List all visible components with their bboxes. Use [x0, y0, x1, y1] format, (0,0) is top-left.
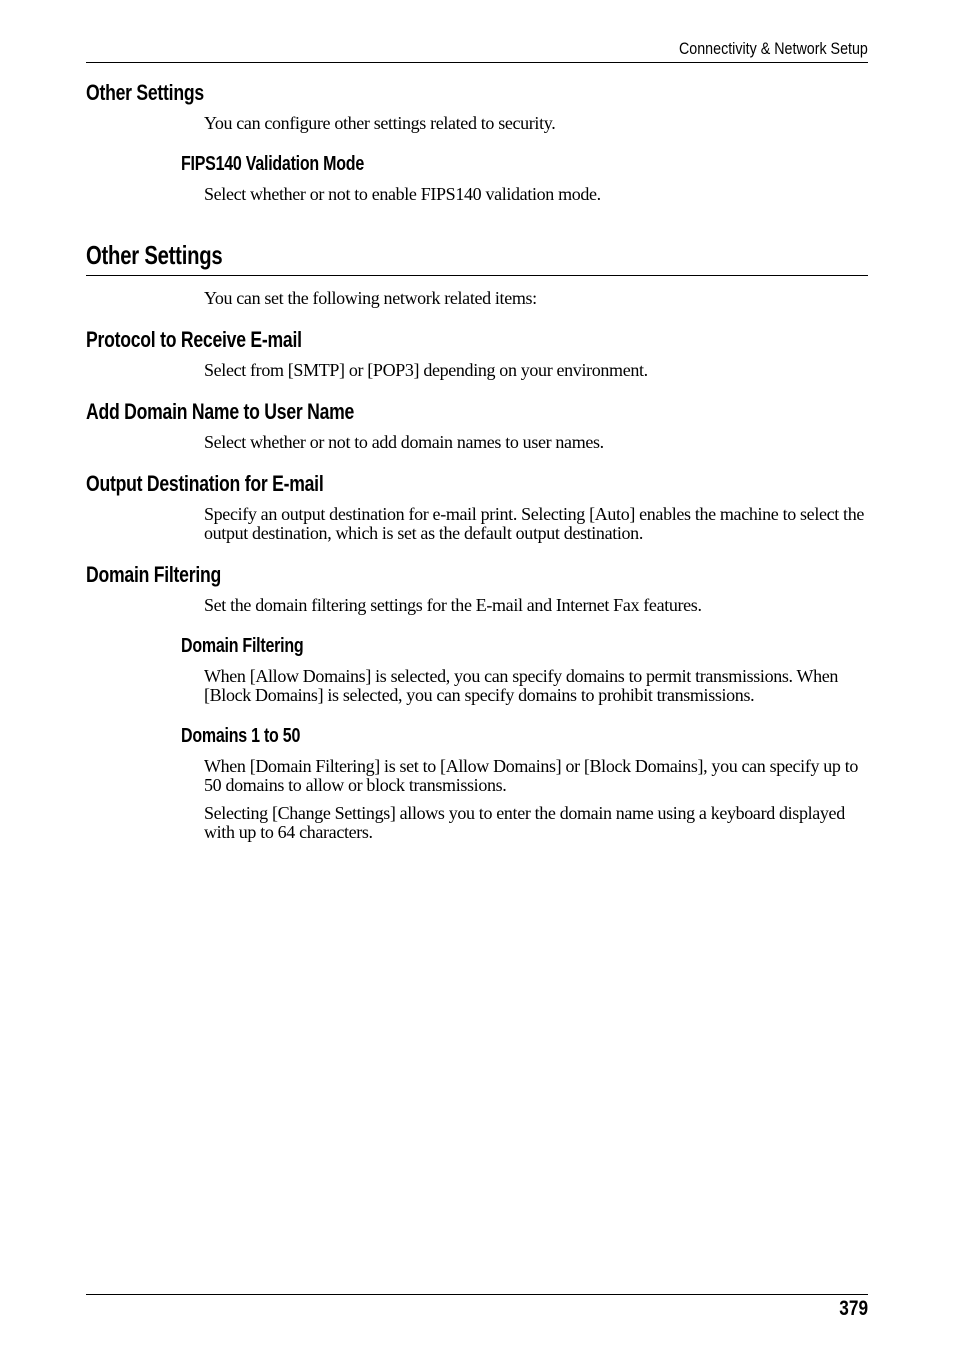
- heading-fips140-validation-mode: [181, 152, 868, 176]
- heading-output-destination-for-email: [86, 471, 868, 497]
- paragraph-security-intro: You can configure other settings related to security.: [204, 113, 556, 133]
- heading-text: Output Destination for E-mail: [86, 471, 324, 496]
- paragraph-domain-filtering: Set the domain filtering settings for the E-mail and Internet Fax features.: [204, 595, 702, 615]
- heading-text: Other Settings: [86, 240, 223, 270]
- page-content: [86, 61, 868, 842]
- paragraph-add-domain-name: Select whether or not to add domain names to user names.: [204, 432, 604, 452]
- heading-text: FIPS140 Validation Mode: [181, 153, 364, 175]
- heading-other-settings-security: [86, 80, 868, 106]
- heading-text: Other Settings: [86, 80, 204, 105]
- running-header-title: Connectivity & Network Setup: [679, 39, 868, 58]
- paragraph-fips140: Select whether or not to enable FIPS140 validation mode.: [204, 184, 601, 204]
- section-heading-other-settings: [86, 240, 868, 276]
- heading-domain-filtering: [86, 562, 868, 588]
- paragraph-section-intro: You can set the following network related items:: [204, 288, 537, 308]
- heading-text: Add Domain Name to User Name: [86, 399, 355, 424]
- paragraph-allow-block-domains: When [Allow Domains] is selected, you can specify domains to permit transmissions. When [Block Domains] is selected, you can specify domains to prohibit transmissions.: [204, 666, 839, 705]
- paragraph-change-settings: Selecting [Change Settings] allows you to enter the domain name using a keyboard displayed with up to 64 characters.: [204, 803, 845, 842]
- heading-add-domain-name-to-user-name: [86, 399, 868, 425]
- subheading-domain-filtering: [181, 634, 868, 658]
- paragraph-protocol: Select from [SMTP] or [POP3] depending on your environment.: [204, 360, 648, 380]
- heading-text: Domain Filtering: [181, 635, 304, 657]
- heading-text: Domains 1 to 50: [181, 725, 301, 747]
- heading-text: Domain Filtering: [86, 562, 222, 587]
- heading-text: Protocol to Receive E-mail: [86, 327, 302, 352]
- heading-protocol-to-receive-email: [86, 327, 868, 353]
- running-footer: [86, 1294, 868, 1320]
- page-number: 379: [839, 1297, 868, 1320]
- running-header: [86, 40, 868, 63]
- subheading-domains-1-to-50: [181, 724, 868, 748]
- paragraph-output-destination: Specify an output destination for e-mail print. Selecting [Auto] enables the machine to select the output destination, which is set as the default output destination.: [204, 504, 864, 543]
- paragraph-domains-limit: When [Domain Filtering] is set to [Allow Domains] or [Block Domains], you can specify up to 50 domains to allow or block transmissions.: [204, 756, 859, 795]
